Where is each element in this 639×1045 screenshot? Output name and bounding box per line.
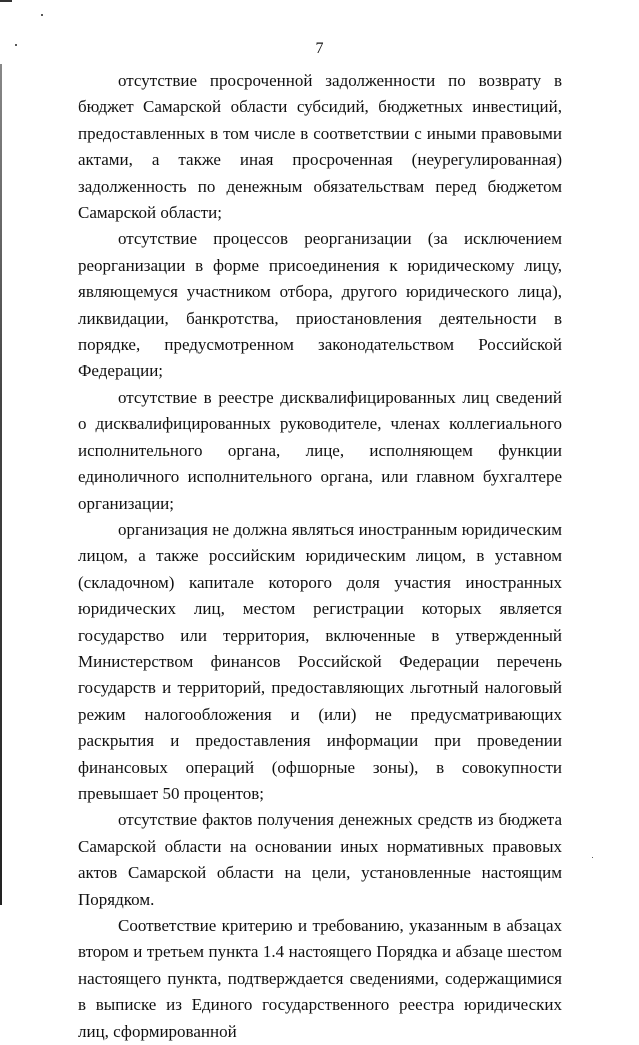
- page-number: 7: [315, 40, 324, 57]
- paragraph-not-foreign-entity: организация не должна являться иностранным юридическим лицом, а также российским юридическим лицом, в уставном (складочном) капитале которого доля участия иностранных юридических лиц, местом регистрации которых является государство или территория, включенные в утвержденный Министерством финансов Российской Федерации перечень государств и территорий, предоставляющих льготный налоговый режим налогообложения и (или) не предусматривающих раскрытия и предоставления информации при проведении финансовых операций (офшорные зоны), в совокупности превышает 50 процентов;: [78, 519, 562, 803]
- paragraph-no-other-funds: отсутствие фактов получения денежных средств из бюджета Самарской области на основании иных нормативных правовых актов Самарской области на цели, установленные настоящим Порядком.: [78, 810, 562, 909]
- scan-artifact-left-edge: [0, 64, 2, 905]
- paragraph-no-reorganization: отсутствие процессов реорганизации (за исключением реорганизации в форме присоединения к юридическому лицу, являющемуся участником отбора, другого юридического лица), ликвидации, банкротства, приостановления деятельности в порядке, предусмотренном законодательством Российской Федерации;: [78, 229, 562, 381]
- scan-speck: [592, 857, 593, 858]
- paragraph-compliance-confirmation: Соответствие критерию и требованию, указанным в абзацах втором и третьем пункта 1.4 настоящего Порядка и абзаце шестом настоящего пункта, подтверждается сведениями, содержащимися в выписке из Единого государственного реестра юридических лиц, сформированной: [78, 916, 562, 1041]
- scan-speck: [41, 14, 43, 16]
- paragraph-no-disqualified-persons: отсутствие в реестре дисквалифицированных лиц сведений о дисквалифицированных руководителе, членах коллегиального исполнительного органа, лице, исполняющем функции единоличного исполнительного органа, или главном бухгалтере организации;: [78, 387, 562, 513]
- scan-artifact-corner: [0, 0, 12, 2]
- paragraph-no-overdue-debt: отсутствие просроченной задолженности по возврату в бюджет Самарской области субсидий, бюджетных инвестиций, предоставленных в том числе в соответствии с иными правовыми актами, а также иная просроченная (неурегулированная) задолженность по денежным обязательствам перед бюджетом Самарской области;: [78, 71, 562, 223]
- document-body: [78, 68, 562, 1045]
